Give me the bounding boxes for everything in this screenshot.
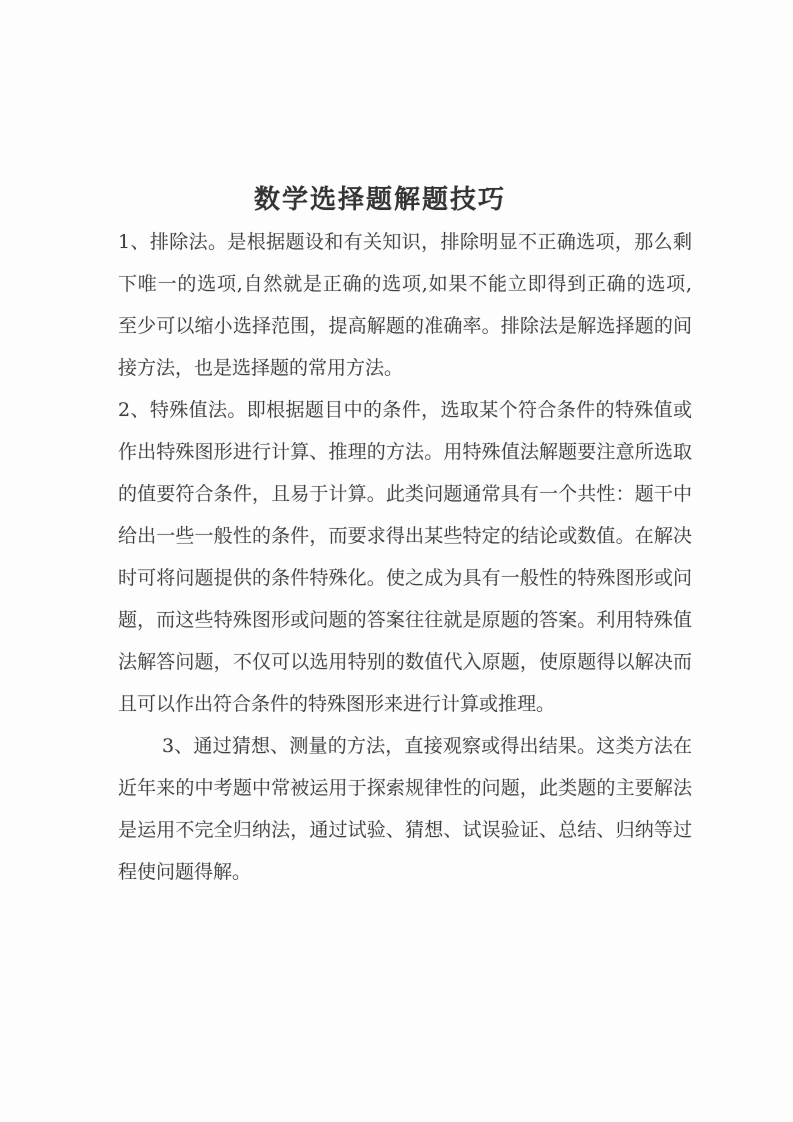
text-line: 下唯一的选项,自然就是正确的选项,如果不能立即得到正确的选项,: [118, 273, 692, 295]
text-line: 法解答问题，不仅可以选用特别的数值代入原题，使原题得以解决而: [118, 651, 692, 673]
text-line: 程使问题得解。: [118, 861, 252, 883]
text-line: 1、排除法。是根据题设和有关知识，排除明显不正确选项，那么剩: [118, 231, 692, 253]
text-line: 2、特殊值法。即根据题目中的条件，选取某个符合条件的特殊值或: [118, 399, 692, 421]
text-line: 的值要符合条件，且易于计算。此类问题通常具有一个共性：题干中: [118, 483, 692, 505]
text-line: 题，而这些特殊图形或问题的答案往往就是原题的答案。利用特殊值: [118, 609, 692, 631]
document-body: [118, 221, 692, 893]
text-line: 时可将问题提供的条件特殊化。使之成为具有一般性的特殊图形或问: [118, 567, 692, 589]
text-line: 3、通过猜想、测量的方法，直接观察或得出结果。这类方法在: [162, 735, 692, 757]
text-line: 至少可以缩小选择范围，提高解题的准确率。排除法是解选择题的间: [118, 315, 692, 337]
text-line: 作出特殊图形进行计算、推理的方法。用特殊值法解题要注意所选取: [118, 441, 692, 463]
paragraph-exclusion-method: [118, 221, 692, 389]
paragraph-special-value-method: [118, 389, 692, 725]
document-title: 数学选择题解题技巧: [253, 185, 506, 215]
text-line: 且可以作出符合条件的特殊图形来进行计算或推理。: [118, 693, 556, 715]
paragraph-guess-measure-method: [118, 725, 692, 893]
text-line: 给出一些一般性的条件，而要求得出某些特定的结论或数值。在解决: [118, 525, 692, 547]
text-line: 接方法，也是选择题的常用方法。: [118, 357, 404, 379]
text-line: 是运用不完全归纳法，通过试验、猜想、试误验证、总结、归纳等过: [118, 819, 692, 841]
text-line: 近年来的中考题中常被运用于探索规律性的问题，此类题的主要解法: [118, 777, 692, 799]
